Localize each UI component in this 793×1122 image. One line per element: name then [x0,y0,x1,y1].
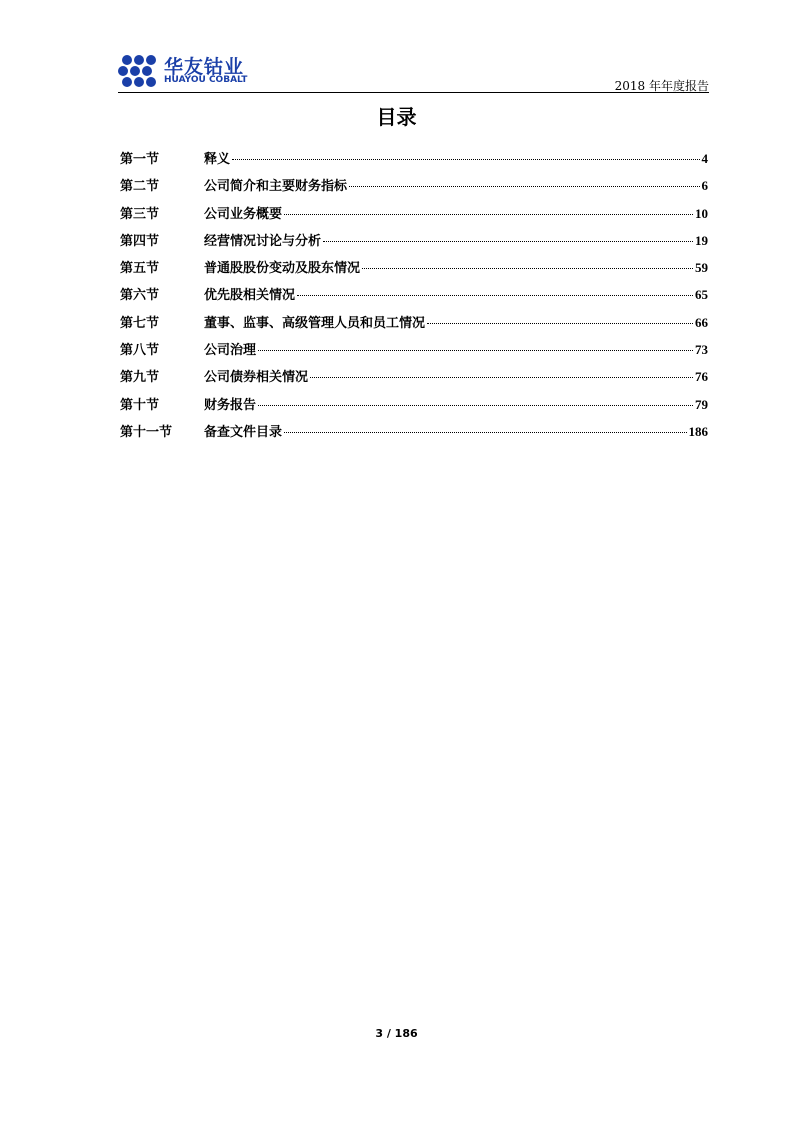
toc-section-number: 第七节 [120,315,160,331]
toc-section-title: 经营情况讨论与分析 [204,233,322,249]
toc-page-number: 4 [701,151,708,166]
toc-entry[interactable] [120,175,708,202]
toc-entry[interactable] [120,312,708,339]
toc-page-number: 66 [695,314,708,330]
toc-dot-leader [232,159,699,160]
toc-page-number: 10 [695,205,708,221]
toc-dot-leader [284,432,686,433]
toc-section-number: 第十一节 [120,424,173,440]
toc-title: 目录 [376,105,417,129]
toc-page-number: 76 [695,369,708,385]
toc-section-title: 公司治理 [204,343,257,359]
toc-section-title: 公司业务概要 [204,206,283,222]
toc-entry[interactable] [120,203,708,230]
toc-page-number: 59 [695,260,708,276]
toc-section-number: 第四节 [120,233,160,249]
toc-dot-leader [284,214,693,215]
toc-entry[interactable] [120,366,708,393]
toc-entry[interactable] [120,257,708,284]
table-of-contents [120,148,708,448]
company-logo [118,50,318,90]
toc-page-number: 79 [695,396,708,412]
logo-icon [118,53,160,87]
toc-section-number: 第五节 [120,261,160,277]
toc-section-title: 财务报告 [204,397,257,413]
toc-section-number: 第十节 [120,397,160,413]
toc-dot-leader [349,186,699,187]
toc-entry[interactable] [120,394,708,421]
toc-page-number: 186 [688,423,708,439]
logo-chinese-name: 华友钴业 [164,56,245,78]
report-title: 2018 年年度报告 [614,79,709,93]
toc-dot-leader [258,405,693,406]
toc-entry[interactable] [120,148,708,175]
toc-page-number: 6 [701,178,708,194]
toc-section-number: 第二节 [120,179,160,195]
toc-section-title: 释义 [204,152,231,167]
toc-dot-leader [362,268,693,269]
toc-entry[interactable] [120,421,708,448]
header-divider [118,92,709,93]
toc-section-number: 第一节 [120,152,160,167]
toc-section-number: 第八节 [120,343,160,359]
toc-dot-leader [323,241,693,242]
toc-page-number: 65 [695,287,708,303]
toc-section-title: 董事、监事、高级管理人员和员工情况 [204,315,426,331]
page-number: 3 / 186 [375,1027,418,1040]
toc-dot-leader [310,377,693,378]
toc-section-number: 第三节 [120,206,160,222]
toc-entry[interactable] [120,339,708,366]
toc-section-title: 优先股相关情况 [204,288,296,304]
toc-dot-leader [297,295,693,296]
toc-page-number: 19 [695,232,708,248]
toc-section-number: 第六节 [120,288,160,304]
logo-english-name: HUAYOU COBALT [164,75,248,85]
toc-page-number: 73 [695,342,708,358]
toc-dot-leader [258,350,693,351]
toc-entry[interactable] [120,230,708,257]
toc-dot-leader [427,323,693,324]
toc-section-title: 普通股股份变动及股东情况 [204,261,361,277]
toc-entry[interactable] [120,284,708,311]
toc-section-title: 公司简介和主要财务指标 [204,179,348,195]
toc-section-title: 公司债券相关情况 [204,370,309,386]
page-header [118,50,709,94]
toc-section-number: 第九节 [120,370,160,386]
toc-section-title: 备查文件目录 [204,424,283,440]
